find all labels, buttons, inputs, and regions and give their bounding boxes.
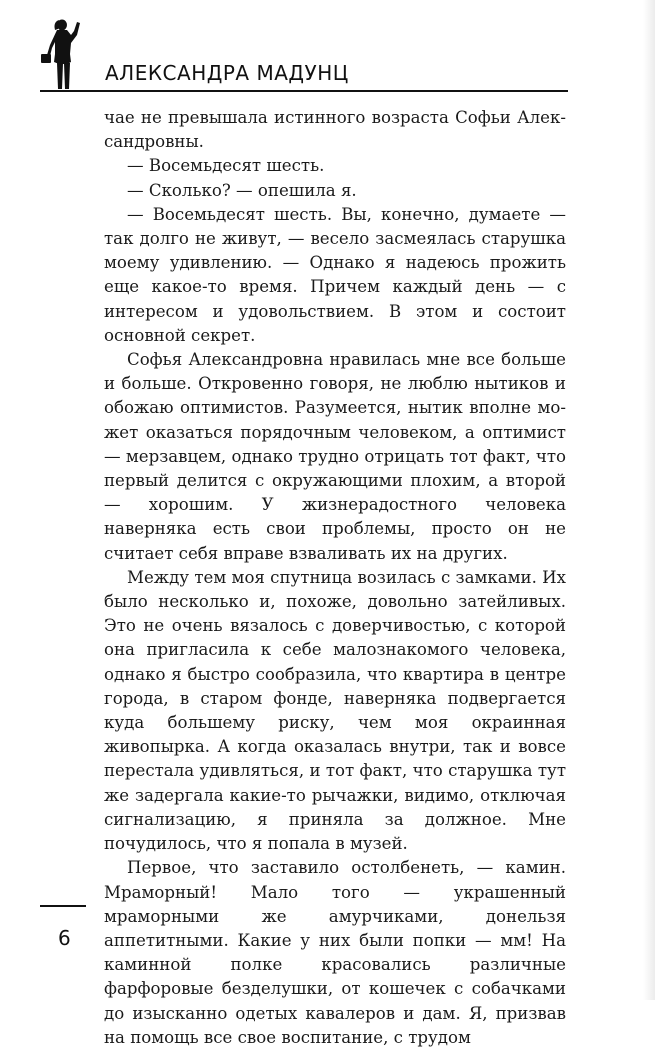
header-rule bbox=[40, 90, 568, 92]
paragraph: — Восемьдесят шесть. Вы, конечно, думаете — так долго не живут, — весело засмеялась старушка моему удивлению. — Однако я надеюсь прожить еще какое-то время. Причем каждый день — с интересом и удовольствием. В этом и состоит основной секрет. bbox=[104, 204, 566, 345]
page-edge-shadow bbox=[643, 0, 655, 1000]
running-header bbox=[40, 18, 568, 94]
paragraph: чае не превышала истинного возраста Софьи Александровны. bbox=[104, 108, 566, 152]
page-number: 6 bbox=[58, 926, 71, 950]
paragraph: Между тем моя спутница возилась с замками. Их было несколько и, похоже, довольно затейливых. Это не очень вязалось с доверчивостью, с которой она пригласила к себе малознакомого человека, однако я быстро сообразила, что квартира в центре города, в старом фонде, наверняка подвергается куда большему риску, чем моя окраинная живопырка. А когда оказалась внутри, так и вовсе перестала удивляться, и тот факт, что старушка тут же задергала какие-то рычажки, видимо, отключая сигнализацию, я приняла за должное. Мне почудилось, что я попала в музей. bbox=[104, 567, 566, 854]
paragraph: — Сколько? — опешила я. bbox=[127, 180, 357, 200]
paragraph: Софья Александровна нравилась мне все больше и больше. Откровенно говоря, не люблю нытиков и обожаю оптимистов. Разумеется, нытик вполне может оказаться порядочным человеком, а оптимист — мерзавцем, однако трудно отрицать тот факт, что первый делится с окружающими плохим, а второй — хорошим. У жизнерадостного человека наверняка есть свои проблемы, просто он не считает себя вправе взваливать их на других. bbox=[104, 350, 567, 563]
paragraph: Первое, что заставило остолбенеть, — камин. Мраморный! Мало того — украшенный мраморными же амурчиками, донельзя аппетитными. Какие у них были попки — мм! На каминной полке красовались различные фарфоровые безделушки, от кошечек с собачками до изысканно одетых кавалеров и дам. Я, призвав на помощь все свое воспитание, с трудом bbox=[104, 858, 566, 1047]
footer-rule bbox=[40, 905, 86, 907]
text-body bbox=[104, 106, 566, 1050]
paragraph: — Восемьдесят шесть. bbox=[127, 156, 325, 176]
woman-silhouette-icon bbox=[40, 18, 82, 90]
author-name: АЛЕКСАНДРА МАДУНЦ bbox=[105, 61, 349, 85]
